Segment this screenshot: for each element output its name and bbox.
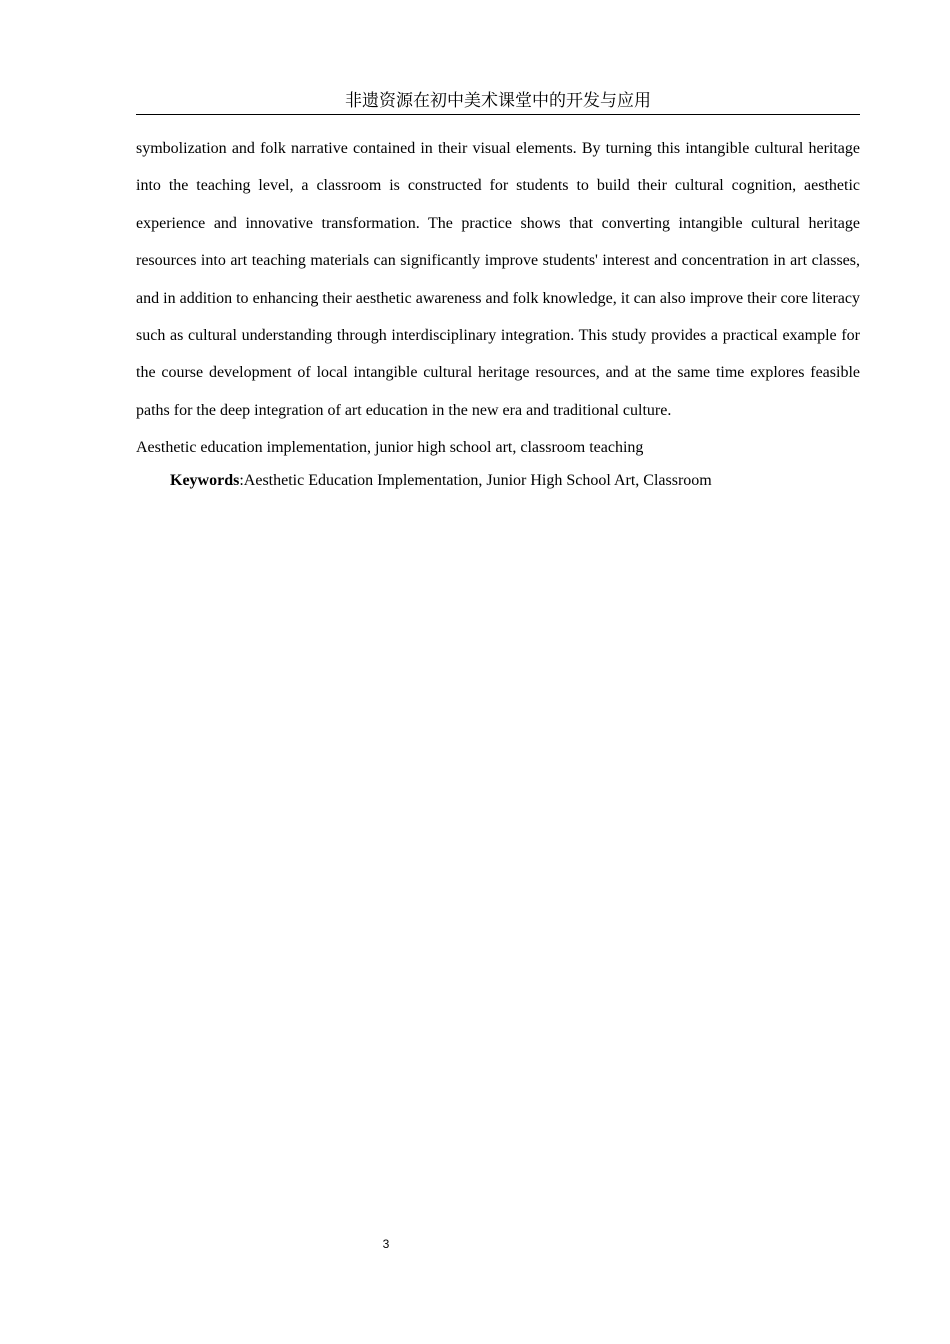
keywords-separator: : [239,472,244,489]
keywords-line [170,466,860,496]
abstract-body [136,130,860,467]
abstract-paragraph: symbolization and folk narrative contained in their visual elements. By turning this intangible cultural heritage into the teaching level, a classroom is constructed for students to build their cultural cognition, aesthetic experience and innovative transformation. The practice shows that converting intangible cultural heritage resources into art teaching materials can significantly improve students' interest and concentration in art classes, and in addition to enhancing their aesthetic awareness and folk knowledge, it can also improve their core literacy such as cultural understanding through interdisciplinary integration. This study provides a practical example for the course development of local intangible cultural heritage resources, and at the same time explores feasible paths for the deep integration of art education in the new era and traditional culture. [136,140,860,419]
page-number: 3 [382,1237,390,1251]
page-header [136,88,860,115]
header-title: 非遗资源在初中美术课堂中的开发与应用 [345,91,651,111]
abstract-trailing-line: Aesthetic education implementation, junior high school art, classroom teaching [136,439,644,457]
keywords-label: Keywords [170,472,240,489]
keywords-text: Aesthetic Education Implementation, Junior High School Art, Classroom [243,472,712,489]
